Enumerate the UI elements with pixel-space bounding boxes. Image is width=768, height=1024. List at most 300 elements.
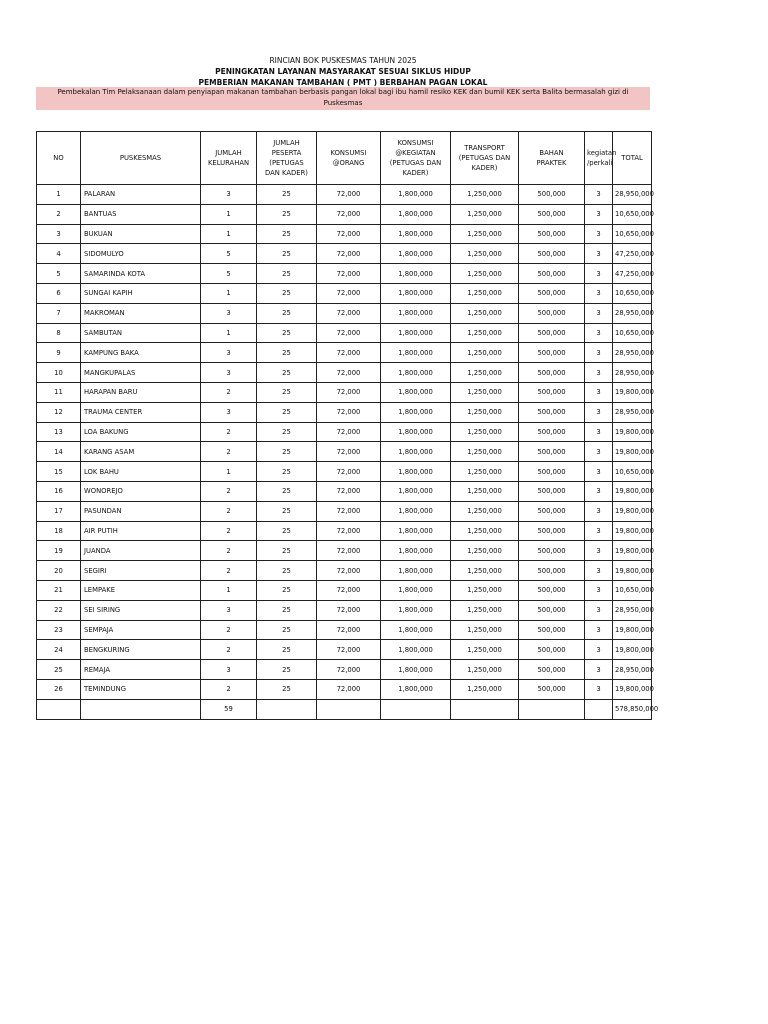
table-row [37,561,652,581]
cell-no: 2 [37,204,81,224]
header-line: @KEGIATAN [395,149,436,157]
cell-peserta: 25 [257,363,317,383]
cell-peserta: 25 [257,620,317,640]
table-row [37,422,652,442]
cell-kelurahan: 2 [201,521,257,541]
cell-transport: 1,250,000 [451,462,519,482]
cell-kegiatan: 3 [585,343,613,363]
table-row [37,264,652,284]
cell-konsumsi-orang: 72,000 [317,481,381,501]
table-row [37,660,652,680]
header-kegiatan-perkali [585,132,617,185]
cell-kegiatan: 3 [585,283,613,303]
header-line: @ORANG [332,159,365,167]
table-row [37,303,652,323]
cell-bahan-praktek: 500,000 [519,442,585,462]
cell-transport: 1,250,000 [451,481,519,501]
cell-kegiatan: 3 [585,640,613,660]
cell-bahan-praktek: 500,000 [519,481,585,501]
cell-puskesmas: LOA BAKUNG [81,422,201,442]
program-title: PEMBERIAN MAKANAN TAMBAHAN ( PMT ) BERBAHAN PAGAN LOKAL [198,78,488,87]
cell-konsumsi-orang: 72,000 [317,303,381,323]
totals-row [37,699,652,719]
table-row [37,580,652,600]
cell-konsumsi-orang: 72,000 [317,501,381,521]
table-header-row [37,132,652,185]
cell-kelurahan: 2 [201,501,257,521]
table-row [37,442,652,462]
cell-transport: 1,250,000 [451,323,519,343]
cell-konsumsi-orang: 72,000 [317,561,381,581]
cell-puskesmas: KARANG ASAM [81,442,201,462]
cell-konsumsi-kegiatan: 1,800,000 [381,204,451,224]
cell-total: 47,250,000 [613,244,652,264]
totals-kelurahan: 59 [201,699,257,719]
cell-bahan-praktek: 500,000 [519,303,585,323]
cell-puskesmas: PASUNDAN [81,501,201,521]
cell-transport: 1,250,000 [451,343,519,363]
cell-kelurahan: 3 [201,303,257,323]
cell-konsumsi-orang: 72,000 [317,640,381,660]
cell-puskesmas: BANTUAS [81,204,201,224]
cell-konsumsi-orang: 72,000 [317,679,381,699]
cell-kelurahan: 2 [201,422,257,442]
header-line: (PETUGAS [269,159,304,167]
cell-kelurahan: 2 [201,561,257,581]
table-row [37,363,652,383]
cell-bahan-praktek: 500,000 [519,422,585,442]
cell-konsumsi-kegiatan: 1,800,000 [381,640,451,660]
cell-transport: 1,250,000 [451,422,519,442]
cell-transport: 1,250,000 [451,561,519,581]
table-row [37,600,652,620]
cell-kegiatan: 3 [585,244,613,264]
cell-konsumsi-orang: 72,000 [317,323,381,343]
cell-konsumsi-kegiatan: 1,800,000 [381,244,451,264]
cell-kelurahan: 1 [201,323,257,343]
cell-peserta: 25 [257,600,317,620]
cell-bahan-praktek: 500,000 [519,244,585,264]
activity-description-line2: Puskesmas [323,99,363,107]
cell-total: 19,800,000 [613,541,652,561]
cell-transport: 1,250,000 [451,541,519,561]
cell-kegiatan: 3 [585,442,613,462]
cell-total: 28,950,000 [613,363,652,383]
cell-peserta: 25 [257,442,317,462]
cell-kegiatan: 3 [585,620,613,640]
cell-kegiatan: 3 [585,402,613,422]
cell-konsumsi-kegiatan: 1,800,000 [381,303,451,323]
cell-bahan-praktek: 500,000 [519,541,585,561]
cell-no: 17 [37,501,81,521]
cell-no: 11 [37,382,81,402]
cell-konsumsi-kegiatan: 1,800,000 [381,561,451,581]
cell-kelurahan: 3 [201,600,257,620]
cell-bahan-praktek: 500,000 [519,382,585,402]
cell-kegiatan: 3 [585,481,613,501]
cell-kegiatan: 3 [585,363,613,383]
cell-peserta: 25 [257,224,317,244]
header-line: KADER) [471,164,498,172]
table-row [37,382,652,402]
cell-puskesmas: WONOREJO [81,481,201,501]
cell-puskesmas: LOK BAHU [81,462,201,482]
table-row [37,501,652,521]
activity-description-line1: Pembekalan Tim Pelaksanaan dalam penyiapan makanan tambahan berbasis pangan lokal bagi ibu hamil resiko KEK dan bumil KEK serta Balita bermasalah gizi di [57,88,629,96]
cell-konsumsi-orang: 72,000 [317,363,381,383]
cell-no: 16 [37,481,81,501]
header-line: (PETUGAS DAN [458,154,511,162]
cell-bahan-praktek: 500,000 [519,521,585,541]
cell-konsumsi-orang: 72,000 [317,343,381,363]
cell-konsumsi-kegiatan: 1,800,000 [381,402,451,422]
cell-transport: 1,250,000 [451,224,519,244]
cell-bahan-praktek: 500,000 [519,679,585,699]
cell-konsumsi-orang: 72,000 [317,600,381,620]
cell-peserta: 25 [257,640,317,660]
cell-konsumsi-kegiatan: 1,800,000 [381,422,451,442]
cell-peserta: 25 [257,422,317,442]
cell-bahan-praktek: 500,000 [519,402,585,422]
header-line: BAHAN [539,149,564,157]
cell-bahan-praktek: 500,000 [519,343,585,363]
cell-kelurahan: 1 [201,580,257,600]
activity-description [36,87,650,110]
header-line: kegiatan [587,149,617,157]
cell-bahan-praktek: 500,000 [519,501,585,521]
cell-puskesmas: AIR PUTIH [81,521,201,541]
cell-konsumsi-kegiatan: 1,800,000 [381,283,451,303]
cell-konsumsi-orang: 72,000 [317,541,381,561]
document-title: RINCIAN BOK PUSKESMAS TAHUN 2025 [269,56,417,65]
cell-konsumsi-orang: 72,000 [317,244,381,264]
header-line: PESERTA [271,149,302,157]
cell-konsumsi-orang: 72,000 [317,580,381,600]
cell-transport: 1,250,000 [451,442,519,462]
cell-kelurahan: 3 [201,185,257,205]
cell-konsumsi-kegiatan: 1,800,000 [381,185,451,205]
table-row [37,640,652,660]
header-line: DAN KADER) [265,169,308,177]
totals-bahan [519,699,585,719]
header-line: KONSUMSI [330,149,367,157]
header-total: TOTAL [613,132,652,185]
cell-transport: 1,250,000 [451,660,519,680]
cell-kelurahan: 2 [201,620,257,640]
cell-bahan-praktek: 500,000 [519,640,585,660]
cell-bahan-praktek: 500,000 [519,363,585,383]
cell-total: 19,800,000 [613,382,652,402]
cell-total: 19,800,000 [613,481,652,501]
cell-puskesmas: BUKUAN [81,224,201,244]
cell-konsumsi-kegiatan: 1,800,000 [381,481,451,501]
cell-konsumsi-kegiatan: 1,800,000 [381,382,451,402]
cell-peserta: 25 [257,402,317,422]
table-row [37,185,652,205]
cell-no: 19 [37,541,81,561]
cell-total: 19,800,000 [613,561,652,581]
cell-kelurahan: 2 [201,481,257,501]
cell-konsumsi-kegiatan: 1,800,000 [381,541,451,561]
cell-konsumsi-kegiatan: 1,800,000 [381,501,451,521]
cell-konsumsi-orang: 72,000 [317,204,381,224]
cell-total: 28,950,000 [613,660,652,680]
cell-transport: 1,250,000 [451,620,519,640]
cell-no: 1 [37,185,81,205]
header-bahan-praktek [519,132,585,185]
cell-kegiatan: 3 [585,501,613,521]
cell-konsumsi-kegiatan: 1,800,000 [381,580,451,600]
cell-konsumsi-kegiatan: 1,800,000 [381,660,451,680]
cell-puskesmas: BENGKURING [81,640,201,660]
table-row [37,620,652,640]
cell-puskesmas: TEMINDUNG [81,679,201,699]
cell-no: 7 [37,303,81,323]
cell-puskesmas: JUANDA [81,541,201,561]
cell-total: 10,650,000 [613,204,652,224]
table-row [37,541,652,561]
cell-bahan-praktek: 500,000 [519,660,585,680]
cell-peserta: 25 [257,521,317,541]
table-row [37,343,652,363]
cell-transport: 1,250,000 [451,363,519,383]
cell-puskesmas: REMAJA [81,660,201,680]
document-subtitle: PENINGKATAN LAYANAN MASYARAKAT SESUAI SIKLUS HIDUP [215,67,471,76]
cell-no: 12 [37,402,81,422]
cell-konsumsi-orang: 72,000 [317,185,381,205]
cell-bahan-praktek: 500,000 [519,580,585,600]
header-line: KONSUMSI [397,139,434,147]
table-row [37,402,652,422]
cell-transport: 1,250,000 [451,640,519,660]
cell-kegiatan: 3 [585,660,613,680]
cell-peserta: 25 [257,204,317,224]
cell-total: 10,650,000 [613,462,652,482]
cell-no: 15 [37,462,81,482]
cell-konsumsi-orang: 72,000 [317,660,381,680]
table-row [37,462,652,482]
cell-bahan-praktek: 500,000 [519,185,585,205]
cell-konsumsi-kegiatan: 1,800,000 [381,620,451,640]
cell-puskesmas: SAMBUTAN [81,323,201,343]
cell-konsumsi-orang: 72,000 [317,382,381,402]
cell-no: 3 [37,224,81,244]
table-row [37,521,652,541]
cell-peserta: 25 [257,481,317,501]
cell-puskesmas: SEMPAJA [81,620,201,640]
cell-peserta: 25 [257,462,317,482]
cell-total: 28,950,000 [613,185,652,205]
cell-no: 9 [37,343,81,363]
cell-peserta: 25 [257,561,317,581]
cell-kelurahan: 3 [201,363,257,383]
cell-bahan-praktek: 500,000 [519,264,585,284]
cell-peserta: 25 [257,382,317,402]
cell-kegiatan: 3 [585,462,613,482]
cell-kegiatan: 3 [585,303,613,323]
cell-puskesmas: TRAUMA CENTER [81,402,201,422]
cell-kelurahan: 1 [201,462,257,482]
cell-konsumsi-kegiatan: 1,800,000 [381,442,451,462]
totals-transport [451,699,519,719]
cell-kelurahan: 1 [201,283,257,303]
cell-transport: 1,250,000 [451,185,519,205]
cell-transport: 1,250,000 [451,580,519,600]
cell-kelurahan: 3 [201,402,257,422]
cell-puskesmas: LEMPAKE [81,580,201,600]
cell-transport: 1,250,000 [451,521,519,541]
cell-peserta: 25 [257,323,317,343]
cell-peserta: 25 [257,303,317,323]
cell-kelurahan: 1 [201,204,257,224]
cell-no: 10 [37,363,81,383]
cell-puskesmas: MANGKUPALAS [81,363,201,383]
cell-konsumsi-orang: 72,000 [317,462,381,482]
table-row [37,224,652,244]
totals-puskesmas [81,699,201,719]
cell-kegiatan: 3 [585,382,613,402]
cell-kelurahan: 5 [201,264,257,284]
cell-no: 20 [37,561,81,581]
cell-total: 19,800,000 [613,422,652,442]
cell-kegiatan: 3 [585,204,613,224]
cell-no: 4 [37,244,81,264]
totals-kegiatan [585,699,613,719]
cell-peserta: 25 [257,501,317,521]
cell-no: 13 [37,422,81,442]
cell-kegiatan: 3 [585,185,613,205]
cell-total: 19,800,000 [613,442,652,462]
cell-total: 10,650,000 [613,224,652,244]
cell-no: 6 [37,283,81,303]
cell-kegiatan: 3 [585,541,613,561]
cell-puskesmas: SIDOMULYO [81,244,201,264]
cell-bahan-praktek: 500,000 [519,620,585,640]
cell-kegiatan: 3 [585,561,613,581]
cell-no: 26 [37,679,81,699]
cell-total: 28,950,000 [613,343,652,363]
cell-no: 18 [37,521,81,541]
cell-kelurahan: 1 [201,224,257,244]
cell-total: 19,800,000 [613,501,652,521]
cell-konsumsi-kegiatan: 1,800,000 [381,224,451,244]
header-line: TRANSPORT [464,144,505,152]
cell-kegiatan: 3 [585,224,613,244]
cell-kegiatan: 3 [585,521,613,541]
cell-transport: 1,250,000 [451,264,519,284]
header-transport [451,132,519,185]
cell-kelurahan: 2 [201,640,257,660]
totals-grand-total: 578,850,000 [613,699,652,719]
cell-puskesmas: SEGIRI [81,561,201,581]
cell-konsumsi-kegiatan: 1,800,000 [381,679,451,699]
cell-kelurahan: 5 [201,244,257,264]
cell-konsumsi-kegiatan: 1,800,000 [381,343,451,363]
cell-no: 8 [37,323,81,343]
cell-bahan-praktek: 500,000 [519,323,585,343]
cell-konsumsi-kegiatan: 1,800,000 [381,323,451,343]
header-jumlah-kelurahan [201,132,257,185]
header-line: JUMLAH [273,139,300,147]
header-line: PRAKTEK [536,159,567,167]
cell-konsumsi-orang: 72,000 [317,264,381,284]
table-row [37,204,652,224]
table-row [37,481,652,501]
table-row [37,244,652,264]
header-no: NO [37,132,81,185]
cell-total: 19,800,000 [613,679,652,699]
cell-konsumsi-kegiatan: 1,800,000 [381,462,451,482]
cell-konsumsi-orang: 72,000 [317,442,381,462]
cell-kelurahan: 2 [201,442,257,462]
cell-bahan-praktek: 500,000 [519,204,585,224]
cell-no: 5 [37,264,81,284]
cell-transport: 1,250,000 [451,244,519,264]
header-line: KADER) [402,169,429,177]
header-konsumsi-kegiatan [381,132,451,185]
cell-konsumsi-orang: 72,000 [317,620,381,640]
totals-konsumsi-orang [317,699,381,719]
cell-bahan-praktek: 500,000 [519,600,585,620]
cell-puskesmas: SAMARINDA KOTA [81,264,201,284]
cell-transport: 1,250,000 [451,283,519,303]
cell-bahan-praktek: 500,000 [519,224,585,244]
header-line: (PETUGAS DAN [389,159,442,167]
cell-konsumsi-kegiatan: 1,800,000 [381,363,451,383]
cell-konsumsi-orang: 72,000 [317,224,381,244]
cell-konsumsi-orang: 72,000 [317,283,381,303]
cell-kelurahan: 3 [201,660,257,680]
totals-konsumsi-kegiatan [381,699,451,719]
cell-kegiatan: 3 [585,323,613,343]
cell-konsumsi-kegiatan: 1,800,000 [381,600,451,620]
cell-puskesmas: PALARAN [81,185,201,205]
cell-konsumsi-kegiatan: 1,800,000 [381,264,451,284]
cell-peserta: 25 [257,660,317,680]
cell-puskesmas: SUNGAI KAPIH [81,283,201,303]
table-row [37,283,652,303]
cell-konsumsi-orang: 72,000 [317,402,381,422]
cell-bahan-praktek: 500,000 [519,283,585,303]
cell-peserta: 25 [257,264,317,284]
table-body [37,185,652,700]
cell-kelurahan: 3 [201,343,257,363]
header-line: /perkali [587,159,613,167]
cell-peserta: 25 [257,679,317,699]
cell-peserta: 25 [257,283,317,303]
cell-transport: 1,250,000 [451,204,519,224]
cell-kegiatan: 3 [585,422,613,442]
cell-total: 28,950,000 [613,402,652,422]
cell-total: 47,250,000 [613,264,652,284]
header-puskesmas: PUSKESMAS [81,132,201,185]
cell-kegiatan: 3 [585,580,613,600]
cell-transport: 1,250,000 [451,402,519,422]
cell-total: 28,950,000 [613,303,652,323]
cell-puskesmas: SEI SIRING [81,600,201,620]
cell-no: 21 [37,580,81,600]
cell-transport: 1,250,000 [451,382,519,402]
cell-total: 28,950,000 [613,600,652,620]
cell-puskesmas: MAKROMAN [81,303,201,323]
table-row [37,679,652,699]
cell-peserta: 25 [257,244,317,264]
cell-total: 19,800,000 [613,521,652,541]
cell-puskesmas: KAMPUNG BAKA [81,343,201,363]
cell-kegiatan: 3 [585,679,613,699]
cell-konsumsi-orang: 72,000 [317,521,381,541]
totals-no [37,699,81,719]
